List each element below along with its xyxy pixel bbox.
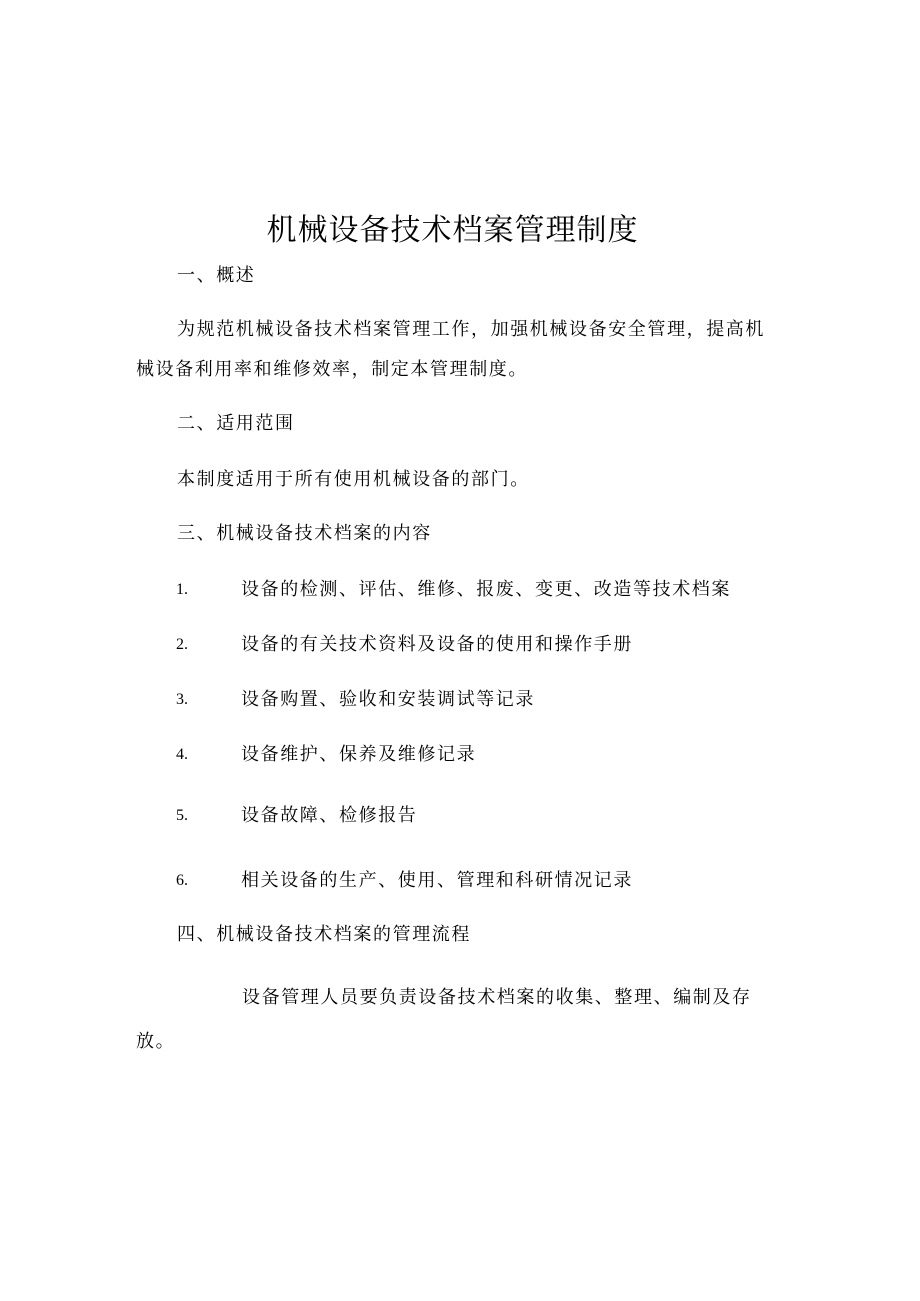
list-item-number: 5. <box>176 807 188 824</box>
list-item-text: 设备的有关技术资料及设备的使用和操作手册 <box>241 634 633 655</box>
list-item <box>0 869 920 893</box>
section-body-process: 设备管理人员要负责设备技术档案的收集、整理、编制及存放。 <box>136 987 752 1052</box>
document-title: 机械设备技术档案管理制度 <box>266 213 639 248</box>
section-heading-process: 四、机械设备技术档案的管理流程 <box>177 924 471 945</box>
section-heading-overview: 一、概述 <box>177 265 256 286</box>
section-body-scope: 本制度适用于所有使用机械设备的部门。 <box>177 469 530 490</box>
list-item-text: 相关设备的生产、使用、管理和科研情况记录 <box>241 870 633 891</box>
list-item-text: 设备购置、验收和安装调试等记录 <box>241 689 535 710</box>
list-item-number: 4. <box>176 746 188 763</box>
list-item-number: 2. <box>176 636 188 653</box>
list-item-number: 3. <box>176 691 188 708</box>
list-item-text: 设备的检测、评估、维修、报废、变更、改造等技术档案 <box>241 579 731 600</box>
list-item-number: 1. <box>176 581 188 598</box>
list-item <box>0 688 920 712</box>
list-item <box>0 633 920 657</box>
list-item-text: 设备维护、保养及维修记录 <box>241 744 477 765</box>
list-item <box>0 804 920 828</box>
list-item <box>0 743 920 767</box>
list-item-number: 6. <box>176 872 188 889</box>
section-heading-contents: 三、机械设备技术档案的内容 <box>177 523 432 544</box>
section-body-overview: 为规范机械设备技术档案管理工作，加强机械设备安全管理，提高机械设备利用率和维修效率，制定本管理制度。 <box>136 319 765 380</box>
list-item <box>0 578 920 602</box>
section-heading-scope: 二、适用范围 <box>177 413 295 434</box>
list-item-text: 设备故障、检修报告 <box>241 805 418 826</box>
